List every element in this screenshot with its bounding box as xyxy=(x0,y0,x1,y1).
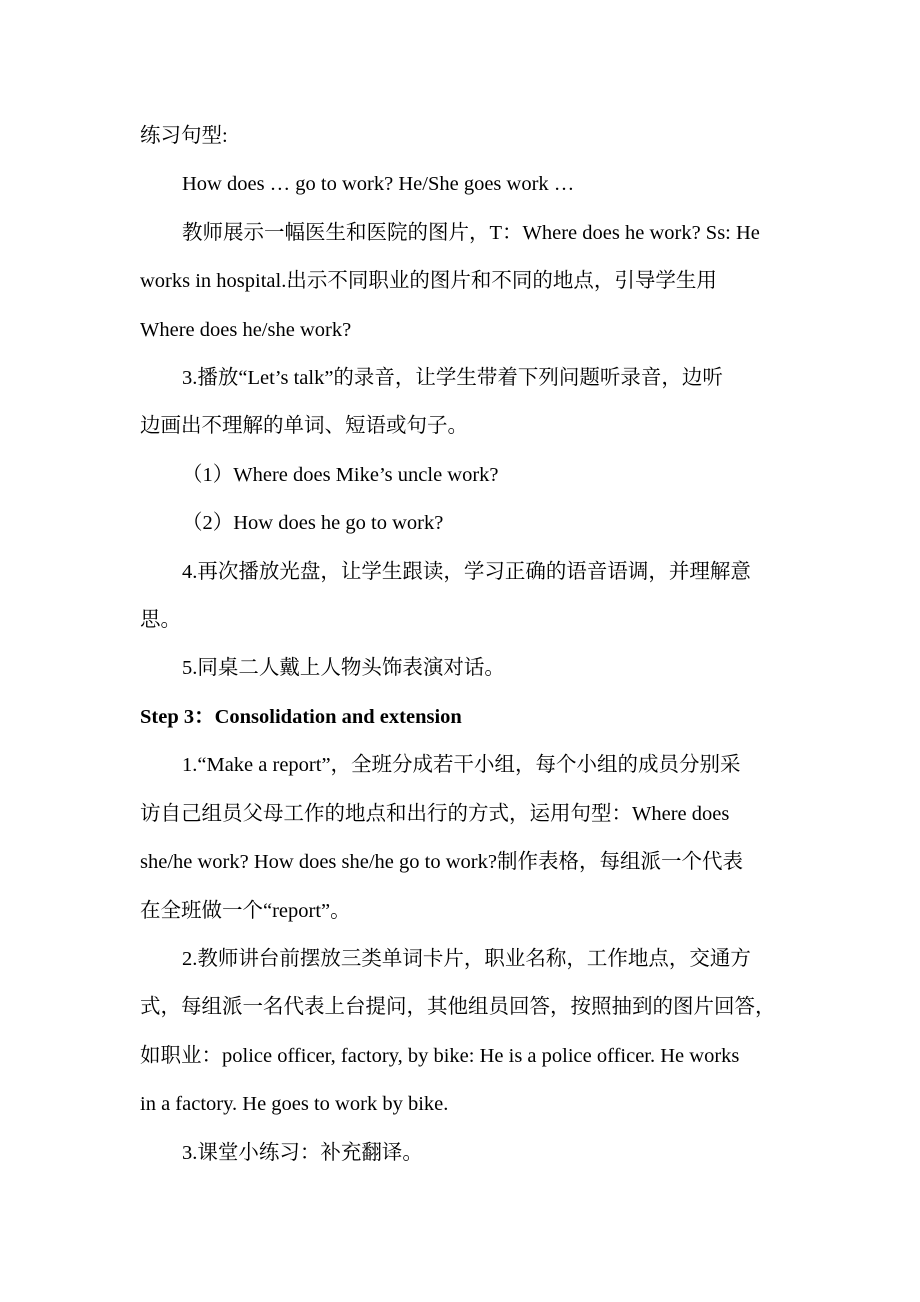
line-interview-parents: 访自己组员父母工作的地点和出行的方式，运用句型：Where does xyxy=(140,802,730,825)
line-mark-unknown-words: 边画出不理解的单词、短语或句子。 xyxy=(140,415,468,438)
line-group-questions: 式，每组派一名代表上台提问，其他组员回答，按照抽到的图片回答， xyxy=(140,996,776,1019)
line-make-table: she/he work? How does she/he go to work?制作表格，每组派一个代表 xyxy=(140,851,743,874)
line-make-a-report: 1.“Make a report”，全班分成若干小组，每个小组的成员分别采 xyxy=(182,754,741,777)
line-example-factory-bike: in a factory. He goes to work by bike. xyxy=(140,1093,449,1116)
line-class-report: 在全班做一个“report”。 xyxy=(140,899,351,922)
document-body xyxy=(140,112,785,1177)
line-works-in-hospital: works in hospital.出示不同职业的图片和不同的地点，引导学生用 xyxy=(140,270,717,293)
line-question-1: （1）Where does Mike’s uncle work? xyxy=(182,463,499,486)
line-play-lets-talk: 3.播放“Let’s talk”的录音，让学生带着下列问题听录音，边听 xyxy=(182,367,723,390)
line-question-2: （2）How does he go to work? xyxy=(182,512,444,535)
line-sentence-pattern: How does … go to work? He/She goes work … xyxy=(182,173,575,196)
line-sentence-pattern-heading: 练习句型: xyxy=(140,125,228,147)
line-replay-cd: 4.再次播放光盘，让学生跟读，学习正确的语音语调，并理解意 xyxy=(182,560,751,583)
line-pair-act: 5.同桌二人戴上人物头饰表演对话。 xyxy=(182,657,505,680)
line-teacher-shows-picture: 教师展示一幅医生和医院的图片，T：Where does he work? Ss: He xyxy=(182,221,760,244)
line-word-cards: 2.教师讲台前摆放三类单词卡片，职业名称，工作地点，交通方 xyxy=(182,947,751,970)
line-classroom-exercise: 3.课堂小练习：补充翻译。 xyxy=(182,1141,423,1164)
line-example-police-officer: 如职业：police officer, factory, by bike: He is a police officer. He works xyxy=(140,1044,740,1067)
step-3-heading: Step 3：Consolidation and extension xyxy=(140,705,462,728)
line-meaning: 思。 xyxy=(140,609,181,632)
line-where-does-work: Where does he/she work? xyxy=(140,318,352,341)
